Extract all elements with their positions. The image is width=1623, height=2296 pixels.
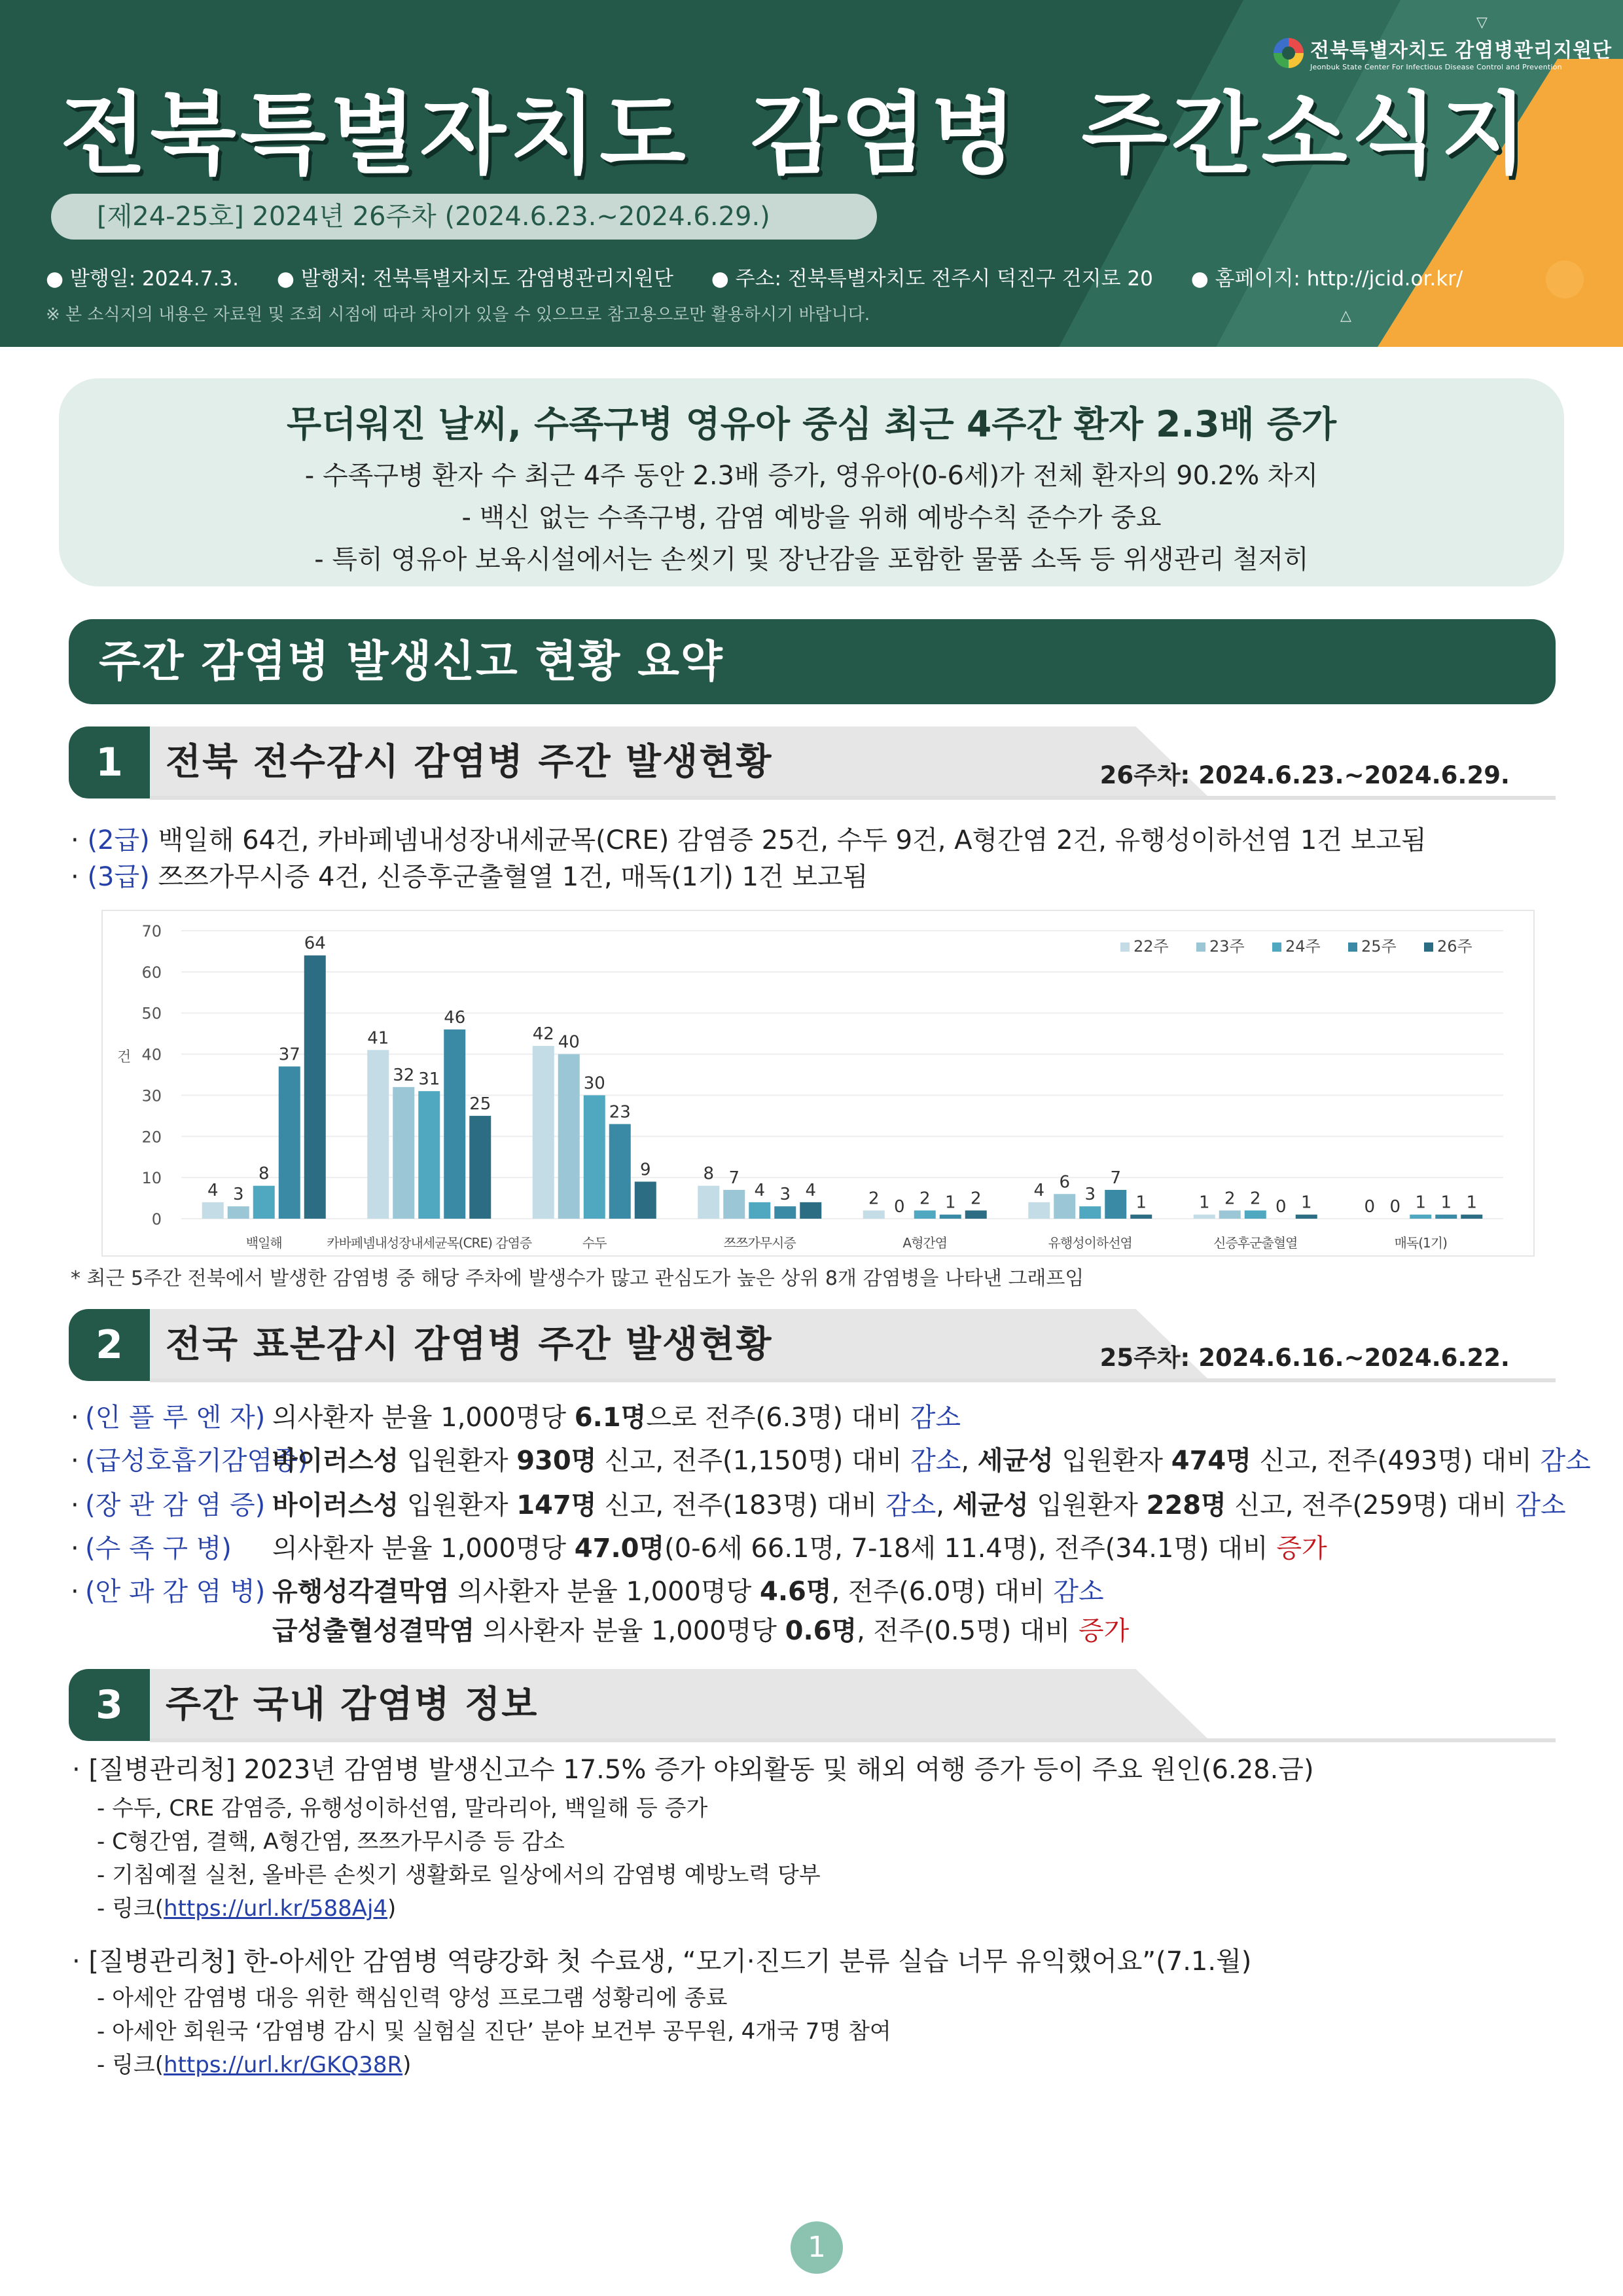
data-label: 1 [1198, 1193, 1210, 1213]
bullet: · [71, 1403, 79, 1433]
data-label: 37 [278, 1045, 300, 1065]
y-tick-label: 30 [141, 1086, 162, 1105]
data-label: 64 [304, 933, 326, 954]
bar [1028, 1202, 1050, 1219]
legend-swatch [1348, 942, 1357, 952]
news-detail: - 수두, CRE 감염증, 유행성이하선염, 말라리아, 백일해 등 증가 [97, 1795, 708, 1821]
bullet: · [71, 1446, 79, 1476]
data-label: 6 [1059, 1172, 1071, 1193]
row-text: 신고, 전주(493명) 대비 [1251, 1446, 1541, 1476]
y-tick-label: 60 [141, 963, 162, 982]
data-label: 0 [893, 1197, 905, 1217]
bar [228, 1206, 249, 1219]
row-text: 4.6명 [759, 1577, 832, 1607]
legend-swatch [1120, 942, 1130, 952]
bar [965, 1210, 987, 1219]
triangle-down-icon: ▽ [1476, 14, 1488, 31]
row-text: 6.1명 [574, 1403, 647, 1433]
chart-footnote: * 최근 5주간 전북에서 발생한 감염병 중 해당 주차에 발생수가 많고 관심도가 높은 상위 8개 감염병을 나타낸 그래프임 [71, 1267, 1084, 1290]
bar [202, 1202, 224, 1219]
homepage-link[interactable]: ● 홈페이지: http://jcid.or.kr/ [1190, 267, 1463, 291]
data-label: 2 [868, 1189, 880, 1209]
surveillance-row [71, 1532, 1327, 1566]
data-label: 3 [232, 1185, 244, 1205]
trend-label: 증가 [1276, 1534, 1327, 1564]
decorative-circle [1546, 260, 1584, 298]
row-text: 47.0명 [574, 1534, 665, 1564]
row-text: 신고, 전주(1,150명) 대비 [596, 1446, 911, 1476]
bar [723, 1190, 745, 1219]
data-label: 9 [639, 1160, 651, 1180]
headline-title: 무더워진 날씨, 수족구병 영유아 중심 최근 4주간 환자 2.3배 증가 [286, 403, 1337, 445]
bar [1219, 1210, 1241, 1219]
legend-label: 26주 [1437, 937, 1472, 956]
bar [609, 1124, 631, 1219]
data-label: 3 [1084, 1185, 1096, 1205]
row-text: 신고, 전주(259명) 대비 [1226, 1490, 1516, 1520]
surveillance-row [71, 1575, 1104, 1609]
x-tick-label: 신증후군출혈열 [1213, 1235, 1298, 1251]
row-text: (0-6세 66.1명, 7-18세 11.4명), 전주(34.1명) 대비 [664, 1534, 1277, 1564]
data-label: 2 [1249, 1189, 1261, 1209]
row-text: 급성출혈성결막염 [272, 1616, 475, 1646]
org-name: 전북특별자치도 감염병관리지원단 [1310, 39, 1613, 62]
data-label: 31 [418, 1069, 440, 1090]
section-title: 주간 국내 감염병 정보 [166, 1683, 539, 1726]
data-label: 4 [754, 1180, 766, 1200]
section-title: 전북 전수감시 감염병 주간 발생현황 [166, 741, 773, 783]
trend-label: 감소 [910, 1446, 961, 1476]
y-tick-label: 50 [141, 1004, 162, 1023]
publisher: ● 발행처: 전북특별자치도 감염병관리지원단 [276, 267, 673, 291]
row-text: 바이러스성 [272, 1490, 399, 1520]
row-text: 유행성각결막염 [272, 1577, 450, 1607]
data-label: 1 [1135, 1193, 1147, 1213]
news-detail: - C형간염, 결핵, A형간염, 쯔쯔가무시증 등 감소 [97, 1829, 565, 1855]
news-link-line [97, 2047, 411, 2079]
bar [1245, 1210, 1266, 1219]
bar [774, 1206, 796, 1219]
legend-label: 24주 [1285, 937, 1321, 956]
bar [444, 1030, 465, 1219]
section-3-header [69, 1669, 1556, 1741]
row-text: 0.6명 [785, 1616, 857, 1646]
trend-label: 증가 [1079, 1616, 1130, 1646]
news-link[interactable]: https://url.kr/GKQ38R [164, 2052, 403, 2078]
legend-label: 22주 [1133, 937, 1169, 956]
news-item-title: · [질병관리청] 2023년 감염병 발생신고수 17.5% 증가 야외활동 및 해외 여행 증가 등이 주요 원인(6.28.금) [72, 1755, 1314, 1785]
x-tick-label: 백일해 [245, 1235, 282, 1251]
bar [1410, 1215, 1431, 1219]
address: ● 주소: 전북특별자치도 전주시 덕진구 건지로 20 [711, 267, 1153, 291]
legend-label: 23주 [1209, 937, 1245, 956]
grade-tag: (2급) [87, 825, 150, 855]
summary-heading: 주간 감염병 발생신고 현황 요약 [69, 619, 1556, 704]
bullet: · [71, 1490, 79, 1520]
row-text: , 전주(0.5명) 대비 [857, 1616, 1079, 1646]
data-label: 7 [728, 1168, 740, 1188]
headline-line: - 특히 영유아 보육시설에서는 손씻기 및 장난감을 포함한 물품 소독 등 위생관리 철저히 [314, 545, 1309, 575]
data-label: 2 [970, 1189, 982, 1209]
bar [1435, 1215, 1457, 1219]
bar [698, 1186, 719, 1219]
link-prefix: - 링크( [97, 1895, 164, 1922]
row-text: 147명 [516, 1490, 597, 1520]
bar [635, 1181, 656, 1219]
y-tick-label: 20 [141, 1128, 162, 1147]
y-axis-label: 건 [117, 1049, 132, 1066]
bar [749, 1202, 770, 1219]
x-tick-label: A형간염 [902, 1235, 948, 1251]
data-label: 32 [393, 1065, 415, 1085]
bar [469, 1116, 491, 1219]
bullet: · [71, 1577, 79, 1607]
row-text: 세균성 [952, 1490, 1029, 1520]
grade-tag: (3급) [87, 862, 150, 892]
bar [1194, 1215, 1215, 1219]
news-item-title: · [질병관리청] 한-아세안 감염병 역량강화 첫 수료생, “모기·진드기 분류 실습 너무 유익했어요”(7.1.월) [72, 1946, 1252, 1977]
disease-tag: (급성호흡기감염증) [85, 1446, 308, 1476]
grade3-summary: · (3급) 쯔쯔가무시증 4건, 신증후군출혈열 1건, 매독(1기) 1건 보고됨 [71, 862, 868, 892]
data-label: 0 [1389, 1197, 1401, 1217]
row-text: 입원환자 [1028, 1490, 1147, 1520]
data-label: 2 [1224, 1189, 1236, 1209]
bar [558, 1054, 580, 1219]
trend-label: 감소 [1515, 1490, 1566, 1520]
section-1-header [69, 726, 1556, 798]
issue-banner: [제24-25호] 2024년 26주차 (2024.6.23.~2024.6.29.) [51, 194, 877, 240]
legend-label: 25주 [1361, 937, 1397, 956]
disease-tag: (안 과 감 염 병) [85, 1577, 266, 1607]
data-label: 41 [367, 1028, 389, 1049]
x-tick-label: 쯔쯔가무시증 [723, 1235, 796, 1251]
x-tick-label: 수두 [582, 1235, 607, 1251]
data-label: 1 [1440, 1193, 1452, 1213]
bar [1105, 1190, 1126, 1219]
data-label: 46 [444, 1007, 466, 1028]
publish-date: ● 발행일: 2024.7.3. [46, 267, 239, 291]
bar [533, 1046, 554, 1219]
bar [393, 1087, 414, 1219]
row-text: 신고, 전주(183명) 대비 [596, 1490, 885, 1520]
row-text: 의사환자 분율 1,000명당 [272, 1534, 575, 1564]
section-number: 2 [69, 1309, 150, 1381]
row-text: 입원환자 [1053, 1446, 1171, 1476]
grade2-summary: · (2급) 백일해 64건, 카바페넴내성장내세균목(CRE) 감염증 25건, 수두 9건, A형간염 2건, 유행성이하선염 1건 보고됨 [71, 825, 1427, 855]
section-title: 전국 표본감시 감염병 주간 발생현황 [166, 1323, 773, 1366]
bar [367, 1050, 389, 1219]
bar [279, 1066, 300, 1219]
row-text: , [936, 1490, 953, 1520]
org-name-en: Jeonbuk State Center For Infectious Disease Control and Prevention [1310, 63, 1562, 71]
bar [1079, 1206, 1101, 1219]
newsletter-title: 전북특별자치도 감염병 주간소식지 [60, 83, 1531, 187]
bar [1461, 1215, 1482, 1219]
bar [584, 1095, 605, 1219]
section-number: 3 [69, 1669, 150, 1741]
news-detail: - 기침예절 실천, 올바른 손씻기 생활화로 일상에서의 감염병 예방노력 당부 [97, 1862, 821, 1888]
row-text: 의사환자 분율 1,000명당 [474, 1616, 785, 1646]
row-text: 세균성 [977, 1446, 1054, 1476]
bar [863, 1210, 885, 1219]
data-label: 2 [919, 1189, 931, 1209]
row-text: 930명 [516, 1446, 597, 1476]
weekly-cases-chart [101, 910, 1535, 1257]
data-label: 7 [1110, 1168, 1122, 1188]
data-label: 8 [703, 1164, 715, 1184]
headline-box [59, 378, 1564, 586]
data-label: 23 [609, 1102, 631, 1122]
data-label: 0 [1364, 1197, 1376, 1217]
row-text: 바이러스성 [272, 1446, 399, 1476]
x-tick-label: 카바페넴내성장내세균목(CRE) 감염증 [327, 1235, 532, 1251]
section-2-header [69, 1309, 1556, 1381]
bar [914, 1210, 936, 1219]
trend-label: 감소 [910, 1403, 961, 1433]
disclaimer-note: ※ 본 소식지의 내용은 자료원 및 조회 시점에 따라 차이가 있을 수 있으므로 참고용으로만 활용하시기 바랍니다. [46, 305, 870, 325]
y-tick-label: 0 [151, 1210, 162, 1229]
section-number: 1 [69, 726, 150, 798]
row-text: 228명 [1146, 1490, 1226, 1520]
bar [304, 956, 326, 1219]
disease-tag: (인 플 루 엔 자) [85, 1403, 266, 1433]
grade3-text: 쯔쯔가무시증 4건, 신증후군출혈열 1건, 매독(1기) 1건 보고됨 [149, 862, 868, 892]
bar [1054, 1194, 1075, 1219]
trend-label: 감소 [1053, 1577, 1104, 1607]
chart-canvas [103, 911, 1533, 1255]
link-suffix: ) [387, 1895, 397, 1922]
row-text: 입원환자 [399, 1446, 517, 1476]
disease-tag: (수 족 구 병) [85, 1534, 232, 1564]
headline-line: - 수족구병 환자 수 최근 4주 동안 2.3배 증가, 영유아(0-6세)가 전체 환자의 90.2% 차지 [304, 461, 1319, 491]
bar [418, 1091, 440, 1219]
row-text: , 전주(6.0명) 대비 [831, 1577, 1054, 1607]
headline-line: - 백신 없는 수족구병, 감염 예방을 위해 예방수칙 준수가 중요 [461, 503, 1162, 533]
legend-swatch [1424, 942, 1433, 952]
news-link-line [97, 1890, 396, 1922]
surveillance-row [71, 1488, 1566, 1522]
row-text: 으로 전주(6.3명) 대비 [646, 1403, 910, 1433]
data-label: 30 [583, 1073, 605, 1094]
news-detail: - 아세안 회원국 ‘감염병 감시 및 실험실 진단’ 분야 보건부 공무원, 4개국 7명 참여 [97, 2018, 891, 2045]
page-number: 1 [791, 2221, 843, 2274]
bar [1130, 1215, 1152, 1219]
bar [800, 1202, 821, 1219]
y-tick-label: 40 [141, 1045, 162, 1064]
legend-swatch [1272, 942, 1281, 952]
trend-label: 감소 [885, 1490, 936, 1520]
row-text: , [961, 1446, 978, 1476]
row-text: 입원환자 [399, 1490, 517, 1520]
data-label: 4 [1033, 1180, 1045, 1200]
link-suffix: ) [402, 2052, 412, 2078]
bar [253, 1186, 275, 1219]
news-detail: - 아세안 감염병 대응 위한 핵심인력 양성 프로그램 성황리에 종료 [97, 1985, 728, 2011]
x-tick-label: 매독(1기) [1394, 1235, 1447, 1251]
surveillance-row [71, 1614, 1129, 1648]
data-label: 40 [558, 1032, 580, 1052]
surveillance-row [71, 1401, 961, 1435]
news-link[interactable]: https://url.kr/588Aj4 [164, 1895, 388, 1922]
data-label: 1 [1466, 1193, 1478, 1213]
data-label: 1 [1415, 1193, 1427, 1213]
data-label: 1 [944, 1193, 956, 1213]
data-label: 3 [779, 1185, 791, 1205]
data-label: 25 [469, 1094, 491, 1114]
bar [940, 1215, 961, 1219]
data-label: 8 [258, 1164, 270, 1184]
section-period: 26주차: 2024.6.23.~2024.6.29. [1099, 761, 1510, 789]
data-label: 4 [207, 1180, 219, 1200]
y-tick-label: 70 [141, 922, 162, 941]
triangle-up-icon: △ [1340, 308, 1351, 324]
surveillance-row [71, 1444, 1591, 1478]
grade2-text: 백일해 64건, 카바페넴내성장내세균목(CRE) 감염증 25건, 수두 9건, A형간염 2건, 유행성이하선염 1건 보고됨 [149, 825, 1427, 855]
publication-meta [46, 262, 1494, 291]
legend-swatch [1196, 942, 1205, 952]
section-period: 25주차: 2024.6.16.~2024.6.22. [1099, 1344, 1510, 1372]
y-tick-label: 10 [141, 1169, 162, 1188]
masthead [0, 0, 1623, 347]
row-text: 474명 [1171, 1446, 1251, 1476]
disease-tag: (장 관 감 염 증) [85, 1490, 266, 1520]
data-label: 4 [805, 1180, 817, 1200]
row-text: 의사환자 분율 1,000명당 [449, 1577, 760, 1607]
link-prefix: - 링크( [97, 2052, 164, 2078]
row-text: 의사환자 분율 1,000명당 [272, 1403, 575, 1433]
bar [1296, 1215, 1317, 1219]
data-label: 1 [1300, 1193, 1312, 1213]
data-label: 42 [532, 1024, 554, 1044]
trend-label: 감소 [1540, 1446, 1591, 1476]
bullet: · [71, 1534, 79, 1564]
x-tick-label: 유행성이하선염 [1048, 1235, 1132, 1251]
data-label: 0 [1275, 1197, 1287, 1217]
